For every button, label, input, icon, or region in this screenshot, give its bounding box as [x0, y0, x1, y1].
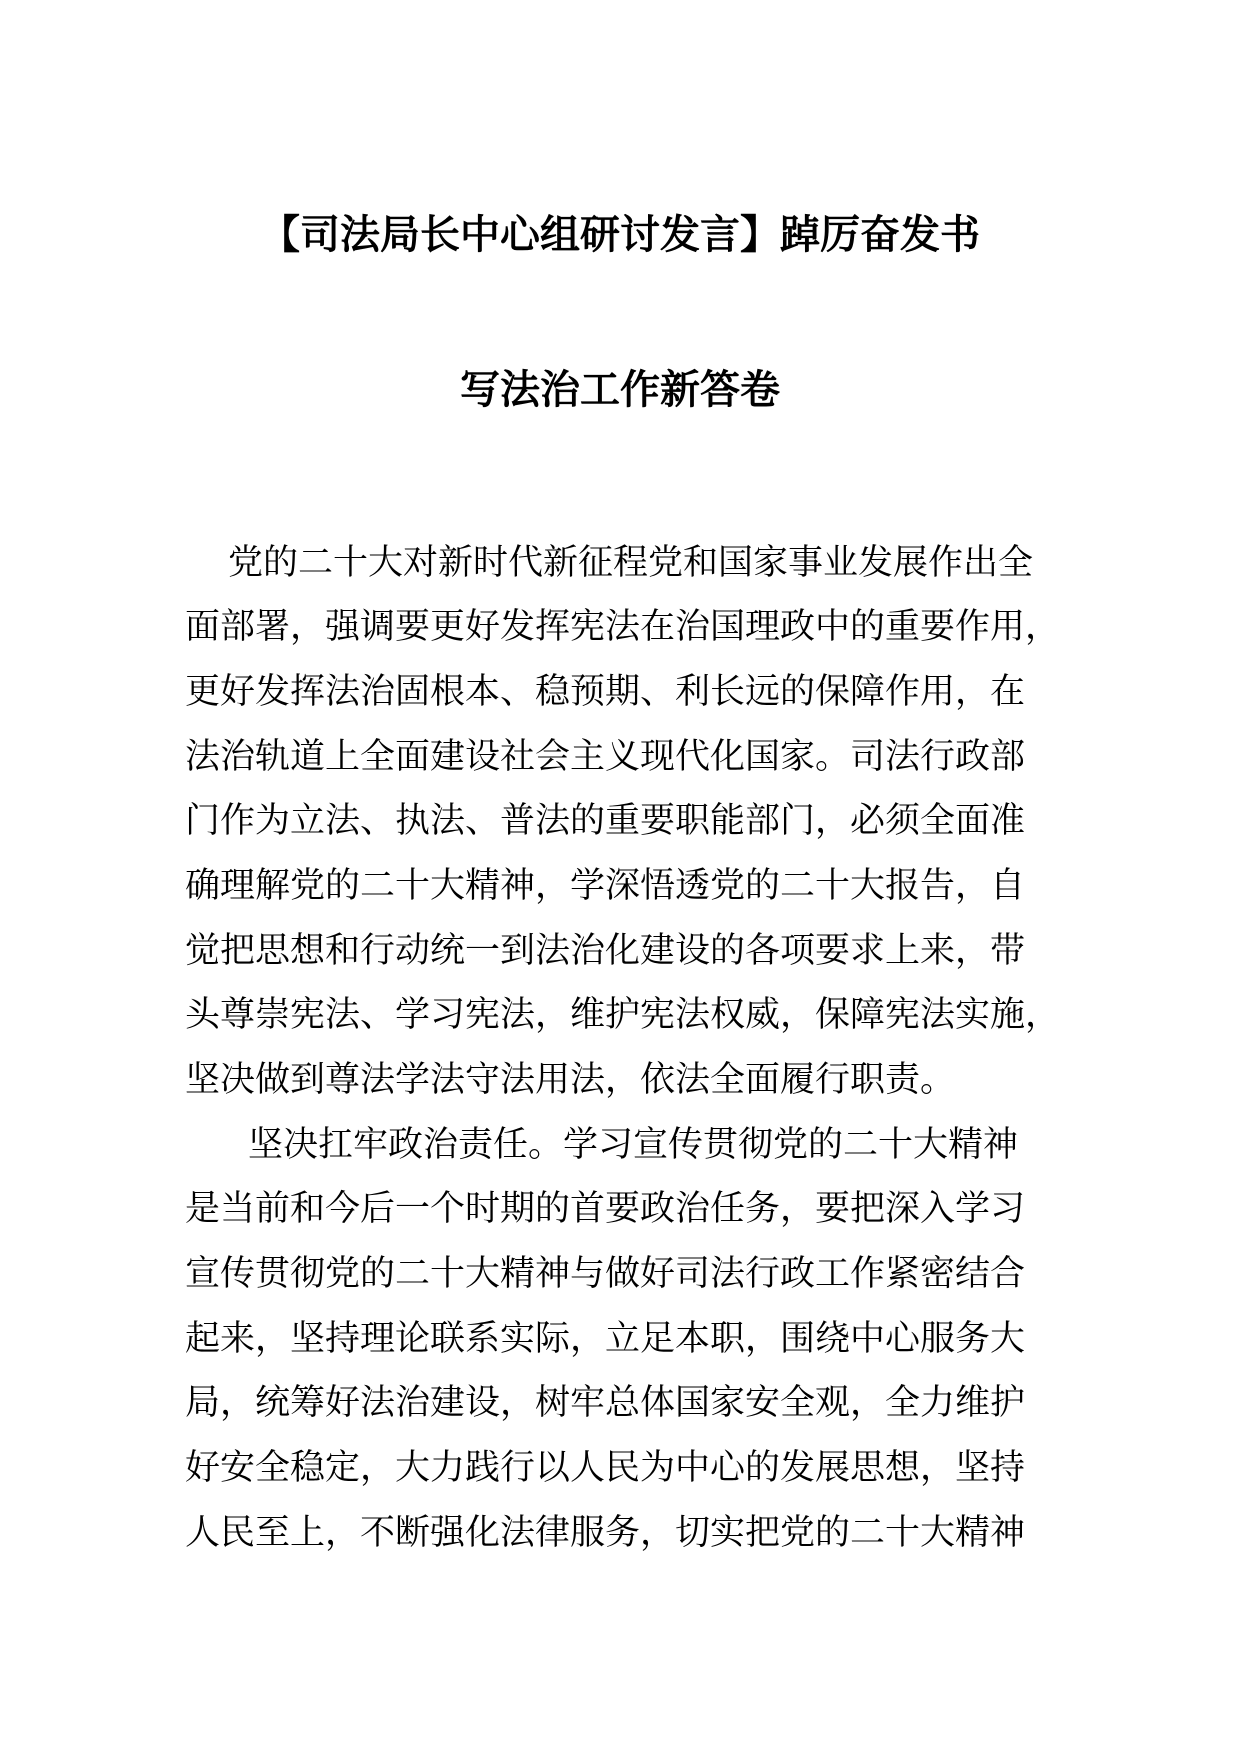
- paragraph-line: 局，统筹好法治建设，树牢总体国家安全观，全力维护: [185, 1383, 1026, 1423]
- document-title-line-2: 写法治工作新答卷: [460, 367, 780, 413]
- paragraph-line: 党的二十大对新时代新征程党和国家事业发展作出全: [228, 543, 1034, 583]
- document-title-line-1: 【司法局长中心组研讨发言】踔厉奋发书: [260, 212, 980, 258]
- paragraph-line: 坚决做到尊法学法守法用法，依法全面履行职责。: [185, 1060, 956, 1100]
- paragraph-line: 觉把思想和行动统一到法治化建设的各项要求上来，带: [185, 931, 1026, 971]
- paragraph-line: 法治轨道上全面建设社会主义现代化国家。司法行政部: [185, 737, 1026, 777]
- paragraph-line: 人民至上，不断强化法律服务，切实把党的二十大精神: [185, 1513, 1026, 1553]
- paragraph-line: 面部署，强调要更好发挥宪法在治国理政中的重要作用，: [185, 607, 1061, 647]
- paragraph-line: 起来，坚持理论联系实际，立足本职，围绕中心服务大: [185, 1319, 1026, 1359]
- paragraph-line: 头尊崇宪法、学习宪法，维护宪法权威，保障宪法实施，: [185, 995, 1061, 1035]
- paragraph-line: 门作为立法、执法、普法的重要职能部门，必须全面准: [185, 801, 1026, 841]
- paragraph-line: 坚决扛牢政治责任。学习宣传贯彻党的二十大精神: [248, 1125, 1019, 1165]
- paragraph-line: 确理解党的二十大精神，学深悟透党的二十大报告，自: [185, 866, 1026, 906]
- paragraph-line: 好安全稳定，大力践行以人民为中心的发展思想，坚持: [185, 1448, 1026, 1488]
- paragraph-line: 是当前和今后一个时期的首要政治任务，要把深入学习: [185, 1189, 1026, 1229]
- paragraph-line: 宣传贯彻党的二十大精神与做好司法行政工作紧密结合: [185, 1254, 1026, 1294]
- paragraph-line: 更好发挥法治固根本、稳预期、利长远的保障作用，在: [185, 672, 1026, 712]
